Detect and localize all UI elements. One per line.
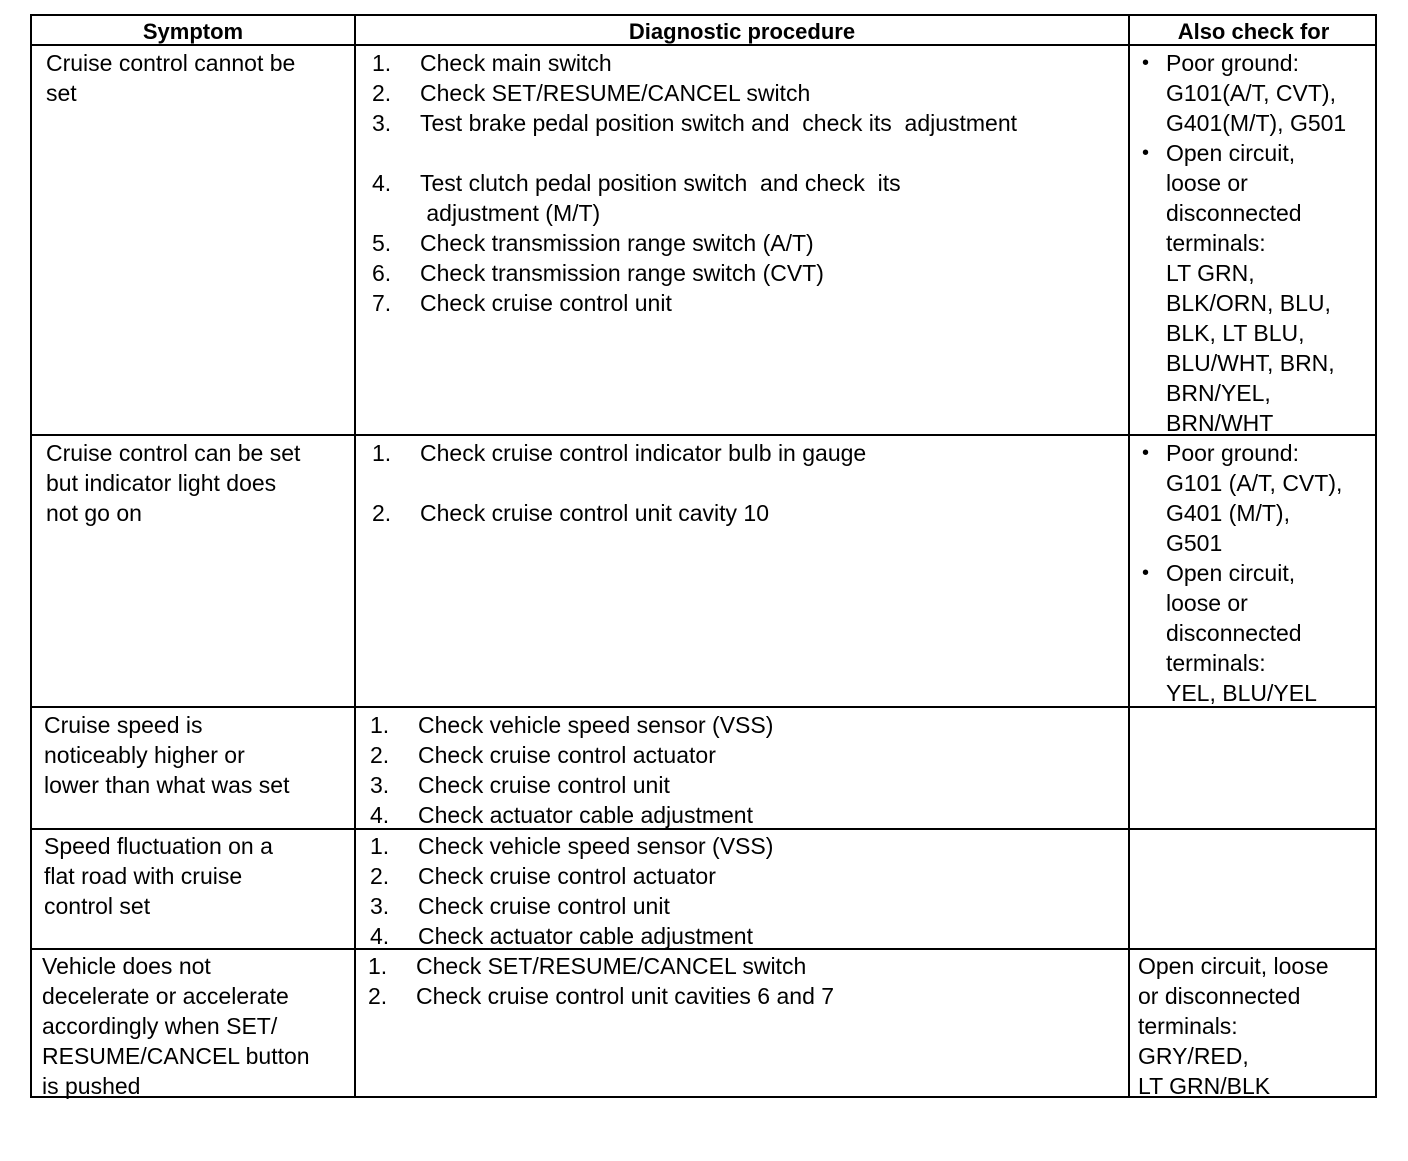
symptom-line: Cruise speed is [44,712,203,738]
also-line: GRY/RED, [1138,1043,1249,1069]
step-number: 2. [370,742,390,768]
step-text: Test brake pedal position switch and check its adjustment [420,110,1018,136]
step-number: 1. [372,440,392,466]
step-text: Check cruise control actuator [418,863,716,889]
step-text: Test clutch pedal position switch and check its [420,170,901,196]
step-text: Check SET/RESUME/CANCEL switch [416,953,807,979]
header-diagnostic-procedure: Diagnostic procedure [628,19,856,44]
symptom-line: not go on [46,500,142,526]
symptom-line: but indicator light does [46,470,277,496]
column-divider [354,16,356,1096]
also-check-cell: • Poor ground: G101 (A/T, CVT), G401 (M/T), G501 • Open circuit, loose or disconnected terminals: YEL, BLU/YEL [1142,440,1343,706]
symptom-cell [46,438,301,588]
symptom-line: decelerate or accelerate [42,983,289,1009]
step-number: 3. [370,772,390,798]
step-text: Check actuator cable adjustment [418,923,753,949]
step-text: Check cruise control indicator bulb in gauge [420,440,867,466]
also-check-cell: • Poor ground: G101(A/T, CVT), G401(M/T), G501 • Open circuit, loose or disconnected terminals: LT GRN, BLK/ORN, BLU, BLK, LT BLU, BLU/WHT, BRN, BRN/YEL, BRN/WHT [1142,50,1347,436]
step-text: adjustment (M/T) [420,200,601,226]
step-number: 4. [370,802,390,828]
symptom-line: flat road with cruise [44,863,243,889]
symptom-line: RESUME/CANCEL button [42,1043,310,1069]
step-number: 6. [372,260,392,286]
also-line: Open circuit, loose [1138,953,1329,979]
bullet-icon: • [1142,142,1150,164]
step-text: Check cruise control actuator [418,742,716,768]
step-number: 3. [372,110,392,136]
step-number: 2. [368,983,388,1009]
header-also-check-for: Also check for [1177,19,1330,44]
symptom-line: Cruise control cannot be [46,50,296,76]
step-text: Check vehicle speed sensor (VSS) [418,833,774,859]
step-number: 2. [370,863,390,889]
step-text: Check transmission range switch (CVT) [420,260,824,286]
step-text: Check cruise control unit cavity 10 [420,500,769,526]
symptom-line: Vehicle does not [42,953,211,979]
symptom-line: Cruise control can be set [46,440,301,466]
step-text: Check cruise control unit [420,290,672,316]
symptom-cell [42,951,310,1161]
step-number: 1. [370,712,390,738]
step-text: Check actuator cable adjustment [418,802,753,828]
step-text: Check cruise control unit cavities 6 and 7 [416,983,835,1009]
symptom-line: control set [44,893,151,919]
also-check-cell [1138,951,1329,1161]
bullet-icon: • [1142,562,1150,584]
step-text: Check transmission range switch (A/T) [420,230,814,256]
procedure-cell [372,48,1018,348]
bullet-icon: • [1142,52,1150,74]
step-text: Check vehicle speed sensor (VSS) [418,712,774,738]
procedure-cell [372,438,867,558]
symptom-line: is pushed [42,1073,141,1099]
symptom-line: set [46,80,77,106]
step-text: Check cruise control unit [418,772,670,798]
step-number: 3. [370,893,390,919]
also-line: LT GRN/BLK [1138,1073,1271,1099]
bullet-icon: • [1142,442,1150,464]
symptom-line: Speed fluctuation on a [44,833,273,859]
diagnostic-table [30,14,1377,1098]
step-number: 2. [372,500,392,526]
also-line: terminals: [1138,1013,1238,1039]
step-text: Check main switch [420,50,612,76]
step-number: 5. [372,230,392,256]
symptom-line: accordingly when SET/ [42,1013,278,1039]
step-number: 2. [372,80,392,106]
header-symptom: Symptom [142,19,244,44]
step-number: 1. [372,50,392,76]
step-number: 7. [372,290,392,316]
procedure-cell [368,951,835,1071]
step-number: 1. [368,953,388,979]
step-text: Check cruise control unit [418,893,670,919]
step-number: 4. [370,923,390,949]
symptom-line: lower than what was set [44,772,290,798]
step-number: 4. [372,170,392,196]
also-line: or disconnected [1138,983,1301,1009]
step-number: 1. [370,833,390,859]
symptom-cell [46,48,296,168]
step-text: Check SET/RESUME/CANCEL switch [420,80,811,106]
column-divider [1128,16,1130,1096]
symptom-line: noticeably higher or [44,742,245,768]
